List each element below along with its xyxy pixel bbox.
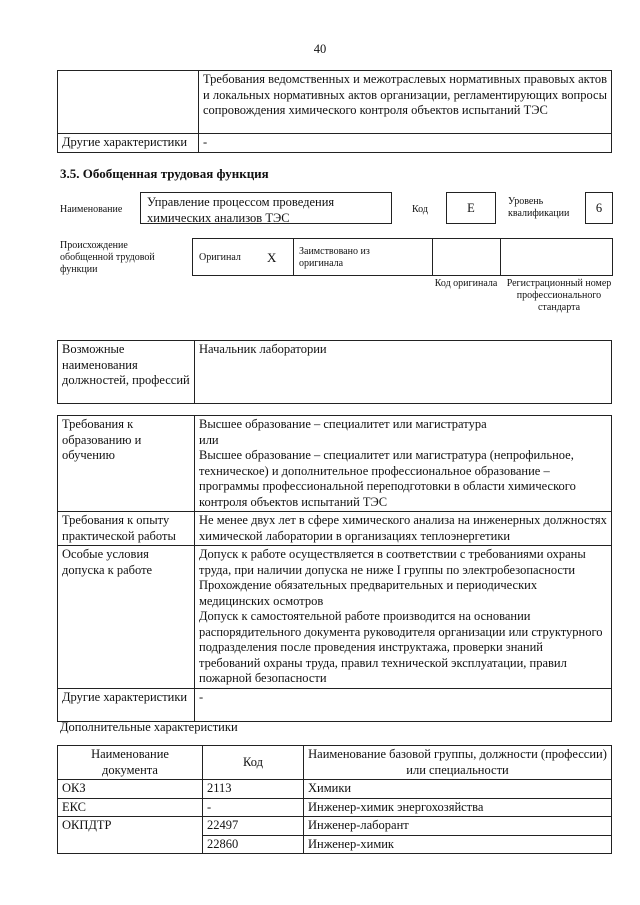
divider (500, 239, 501, 275)
cell-document: ОКЗ (58, 780, 203, 799)
requirement-value (195, 546, 612, 689)
requirement-line: - (199, 689, 204, 704)
requirement-label: Требования к опыту практической работы (58, 512, 195, 546)
requirement-line: Не менее двух лет в сфере химического анализа на инженерных должностях химической лаборатории в организациях теплоэнергетики (199, 513, 607, 543)
header-document: Наименование документа (58, 746, 203, 780)
cell-document: ЕКС (58, 798, 203, 817)
code-original-caption: Код оригинала (434, 278, 498, 289)
reg-number-caption: Регистрационный номер профессионального стандарта (506, 278, 612, 313)
level-value: 6 (595, 201, 603, 215)
table-cell-label (58, 71, 199, 134)
top-characteristics-table (57, 70, 612, 153)
cell-code: - (203, 798, 304, 817)
table-header-row (58, 746, 612, 780)
table-row (58, 798, 612, 817)
level-label: Уровень квалификации (508, 196, 570, 219)
positions-value: Начальник лаборатории (195, 341, 612, 404)
requirement-label: Другие характеристики (58, 688, 195, 721)
table-row (58, 341, 612, 404)
cell-name: Инженер-лаборант (304, 817, 612, 836)
level-box (585, 192, 613, 224)
cell-name: Инженер-химик энергохозяйства (304, 798, 612, 817)
table-row (58, 134, 612, 153)
table-row (58, 512, 612, 546)
origin-label: Происхождение обобщенной трудовой функции (60, 240, 155, 275)
cell-document (58, 835, 203, 854)
requirement-line: или (199, 432, 219, 447)
cell-name: Инженер-химик (304, 835, 612, 854)
function-name-box (140, 192, 392, 224)
code-value: E (467, 201, 475, 215)
requirement-line: Прохождение обязательных предварительных и периодических медицинских осмотров (199, 578, 538, 608)
table-row (58, 835, 612, 854)
divider (432, 239, 433, 275)
table-row (58, 416, 612, 512)
original-label: Оригинал (199, 252, 241, 263)
header-name: Наименование базовой группы, должности (профессии) или специальности (304, 746, 612, 780)
positions-label: Возможные наименования должностей, профессий (58, 341, 195, 404)
table-cell-value: Требования ведомственных и межотраслевых нормативных правовых актов и локальных нормативных актов организации, регламентирующих вопросы сопровождения химического контроля объектов испытаний ТЭС (199, 71, 612, 134)
table-row (58, 71, 612, 134)
requirement-value (195, 416, 612, 512)
section-title: 3.5. Обобщенная трудовая функция (60, 166, 269, 181)
code-box (446, 192, 496, 224)
name-label: Наименование (60, 204, 123, 215)
requirement-value (195, 512, 612, 546)
positions-table (57, 340, 612, 404)
requirement-line: Допуск к самостоятельной работе производится на основании распорядительного документа руководителя организации или структурного подразделения после проведения инструктажа, проверки знаний требований охраны труда, правил технической эксплуатации, правил пожарной безопасности (199, 609, 603, 685)
requirement-label: Требования к образованию и обучению (58, 416, 195, 512)
cell-code: 22860 (203, 835, 304, 854)
original-mark: X (267, 250, 277, 265)
requirements-table (57, 415, 612, 722)
additional-table (57, 745, 612, 854)
divider (293, 239, 294, 275)
requirement-line: Допуск к работе осуществляется в соответствии с требованиями охраны труда, при наличии допуска не ниже I группы по электробезопасности (199, 547, 586, 577)
table-row (58, 780, 612, 799)
requirement-line: Высшее образование – специалитет или магистратура (199, 417, 487, 431)
table-cell-label: Другие характеристики (58, 134, 199, 153)
function-name-value: Управление процессом проведения химических анализов ТЭС (147, 195, 335, 225)
code-label: Код (412, 204, 428, 215)
requirement-label: Особые условия допуска к работе (58, 546, 195, 689)
cell-code: 22497 (203, 817, 304, 836)
cell-name: Химики (304, 780, 612, 799)
table-row (58, 688, 612, 721)
table-cell-value: - (199, 134, 612, 153)
cell-document: ОКПДТР (58, 817, 203, 836)
page-number: 40 (313, 42, 327, 56)
requirement-line: Высшее образование – специалитет или магистратура (непрофильное, техническое) и дополнительное профессиональное образование – программы профессиональной переподготовки в области химического контроля объектов испытаний ТЭС (199, 448, 576, 509)
table-row (58, 546, 612, 689)
cell-code: 2113 (203, 780, 304, 799)
table-row (58, 817, 612, 836)
requirement-value (195, 688, 612, 721)
header-code: Код (203, 746, 304, 780)
origin-boxes (192, 238, 613, 276)
additional-title: Дополнительные характеристики (60, 720, 238, 734)
borrowed-label: Заимствовано из оригинала (299, 246, 370, 269)
